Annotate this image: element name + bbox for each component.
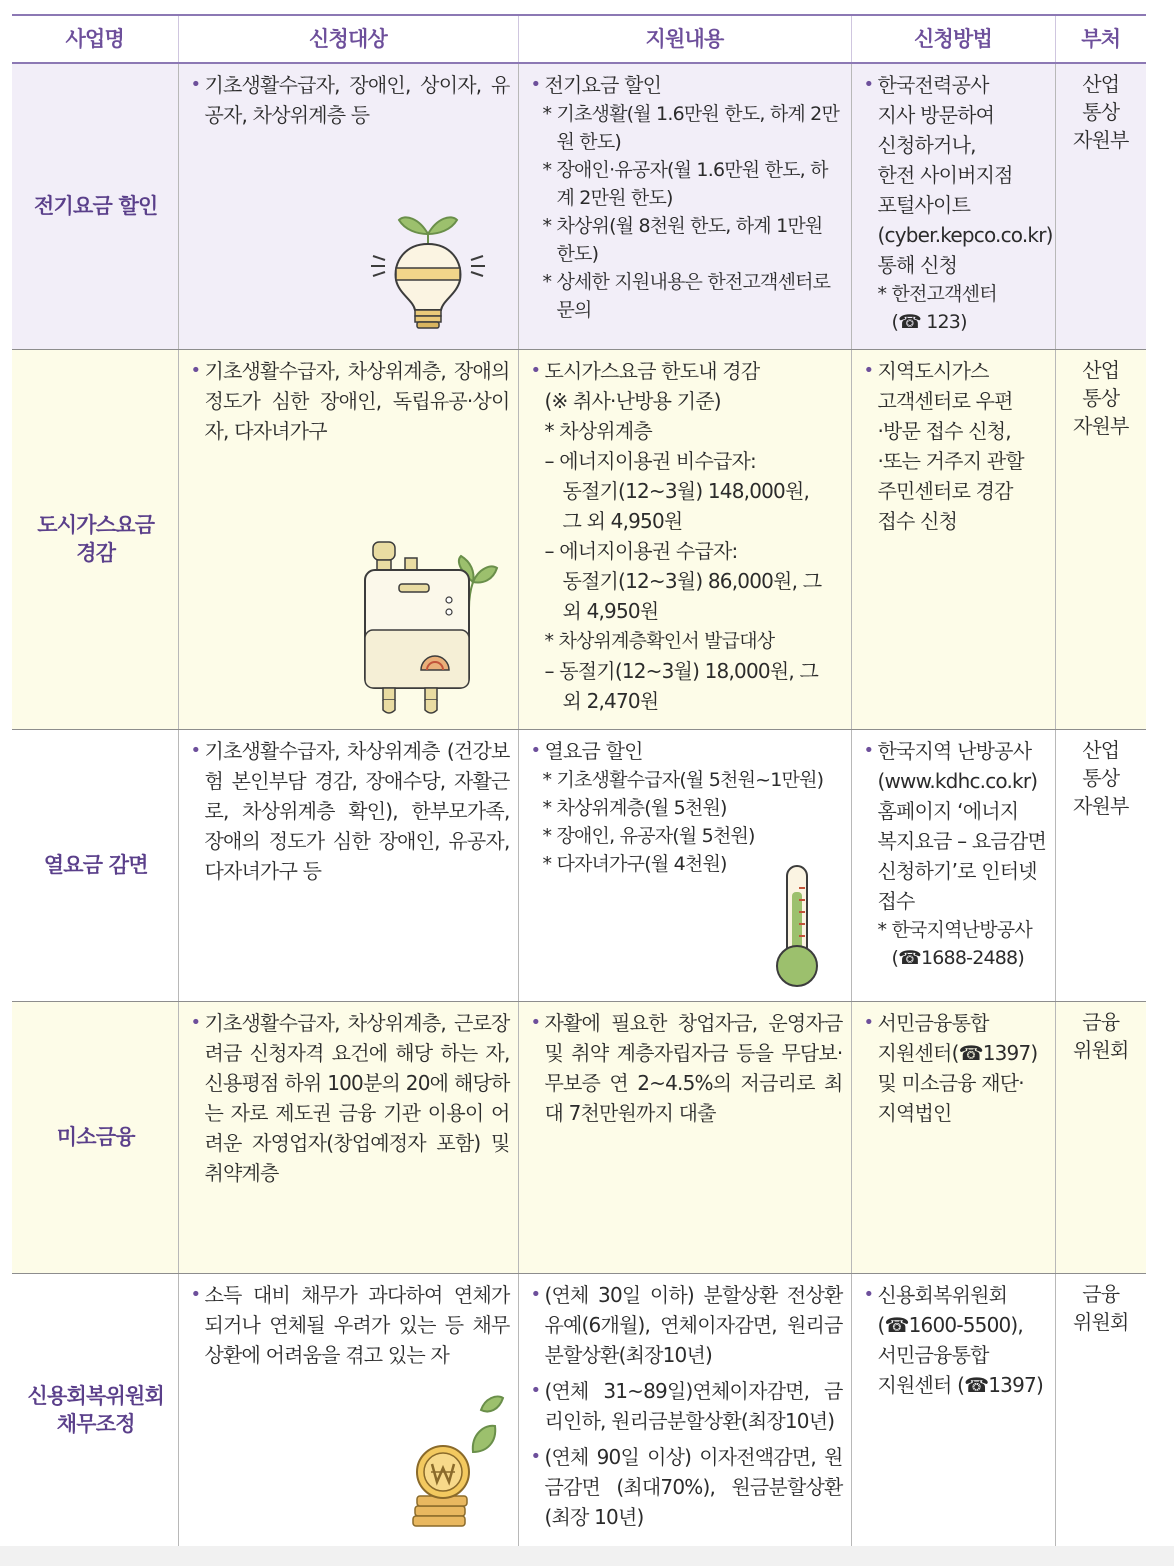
content-cell-debt-adjustment bbox=[518, 1273, 851, 1547]
method-cell-debt-adjustment bbox=[851, 1273, 1055, 1547]
method-line: • 한국지역 난방공사 bbox=[862, 736, 1047, 766]
content-item: * 기초생활(월 1.6만원 한도, 하계 2만원 한도) bbox=[542, 103, 840, 153]
program-name-line: 신용회복위원회 bbox=[27, 1384, 164, 1408]
target-text: • 기초생활수급자, 차상위계층, 장애의 정도가 심한 장애인, 독립유공·상이자, 다자녀가구 bbox=[189, 356, 510, 446]
content-line: * 차상위계층 bbox=[544, 418, 652, 443]
content-line: – 에너지이용권 수급자: bbox=[544, 538, 738, 563]
method-line: 및 미소금융 재단· bbox=[877, 1070, 1024, 1095]
method-line: ·방문 접수 신청, bbox=[877, 418, 1011, 443]
content-item: • (연체 30일 이하) 분할상환 전상환유예(6개월), 연체이자감면, 원리금분할상환(최장10년) bbox=[529, 1280, 843, 1370]
lightbulb-sprout-icon bbox=[369, 204, 487, 334]
department-line: 위원회 bbox=[1072, 1309, 1129, 1334]
content-item: * 장애인, 유공자(월 5천원) bbox=[542, 824, 755, 847]
page-bottom-strip bbox=[0, 1546, 1174, 1566]
target-cell-microfinance bbox=[178, 1001, 518, 1273]
method-line: (☎1600-5500), bbox=[877, 1312, 1023, 1337]
content-line: 동절기(12~3월) 86,000원, 그 bbox=[562, 568, 822, 593]
content-line: 동절기(12~3월) 148,000원, bbox=[562, 478, 810, 503]
content-line: * 차상위계층확인서 발급대상 bbox=[544, 629, 775, 652]
content-cell-microfinance bbox=[518, 1001, 851, 1273]
method-note-phone: (☎1688-2488) bbox=[891, 946, 1024, 969]
department-line: 산업 bbox=[1082, 72, 1120, 96]
content-cell-heat bbox=[518, 729, 851, 1001]
header-department: 부처 bbox=[1055, 15, 1146, 63]
target-cell-heat bbox=[178, 729, 518, 1001]
method-line: (cyber.kepco.co.kr) bbox=[877, 223, 1053, 247]
method-line: 고객센터로 우편 bbox=[877, 388, 1013, 413]
method-line: 접수 신청 bbox=[877, 508, 958, 533]
method-line: 홈페이지 ‘에너지 bbox=[877, 798, 1019, 823]
method-line: 복지요금 – 요금감면 bbox=[877, 828, 1046, 853]
department-cell-heat bbox=[1055, 729, 1146, 1001]
department-cell-electricity bbox=[1055, 63, 1146, 349]
content-cell-city-gas bbox=[518, 349, 851, 729]
department-line: 위원회 bbox=[1072, 1037, 1129, 1062]
support-table-wrapper bbox=[12, 14, 1146, 1548]
program-name-line: 채무조정 bbox=[56, 1412, 135, 1436]
header-method: 신청방법 bbox=[851, 15, 1055, 63]
program-name-heat: 열요금 감면 bbox=[12, 729, 178, 1001]
header-content: 지원내용 bbox=[518, 15, 851, 63]
target-text: • 기초생활수급자, 차상위계층 (건강보험 본인부담 경감, 장애수당, 자활근로, 차상위계층 확인), 한부모가족, 장애의 정도가 심한 장애인, 유공자, 다자녀가구 등 bbox=[189, 736, 510, 886]
method-line: • 신용회복위원회 bbox=[862, 1280, 1047, 1310]
table-row-electricity bbox=[12, 63, 1146, 349]
table-row-debt-adjustment bbox=[12, 1273, 1146, 1547]
department-line: 금융 bbox=[1082, 1281, 1120, 1306]
method-line: ·또는 거주지 관할 bbox=[877, 448, 1024, 473]
target-text: • 기초생활수급자, 차상위계층, 근로장려금 신청자격 요건에 해당 하는 자, 신용평점 하위 100분의 20에 해당하는 자로 제도권 금융 기관 이용이 어려운 자영업자(창업예정자 포함) 및 취약계층 bbox=[189, 1008, 510, 1188]
program-name-line: 도시가스요금 bbox=[37, 513, 155, 537]
content-text: • 자활에 필요한 창업자금, 운영자금 및 취약 계층자립자금 등을 무담보·무보증 연 2~4.5%의 저금리로 최대 7천만원까지 대출 bbox=[529, 1008, 843, 1128]
support-programs-table bbox=[12, 14, 1146, 1548]
department-cell-city-gas bbox=[1055, 349, 1146, 729]
method-line: • 서민금융통합 bbox=[862, 1008, 1047, 1038]
program-name-line: 경감 bbox=[76, 541, 116, 565]
method-note: * 한전고객센터 bbox=[877, 283, 997, 305]
thermometer-icon bbox=[769, 862, 825, 990]
method-note: * 한국지역난방공사 bbox=[877, 918, 1032, 941]
department-line: 산업 bbox=[1082, 357, 1120, 382]
method-line: • 한국전력공사 bbox=[862, 70, 1047, 100]
content-item: * 기초생활수급자(월 5천원~1만원) bbox=[542, 768, 824, 791]
method-line: 포털사이트 bbox=[877, 193, 971, 217]
content-item: * 상세한 지원내용은 한전고객센터로 문의 bbox=[542, 271, 831, 321]
department-line: 자원부 bbox=[1072, 793, 1129, 818]
table-header-row bbox=[12, 15, 1146, 63]
method-line: 통해 신청 bbox=[877, 253, 958, 277]
method-line: (www.kdhc.co.kr) bbox=[877, 768, 1038, 793]
department-line: 자원부 bbox=[1072, 413, 1129, 438]
target-text: • 기초생활수급자, 장애인, 상이자, 유공자, 차상위계층 등 bbox=[189, 70, 510, 130]
method-line: 신청하거나, bbox=[877, 133, 976, 157]
content-item: * 차상위계층(월 5천원) bbox=[542, 796, 727, 819]
department-line: 통상 bbox=[1082, 385, 1120, 410]
method-line: 지사 방문하여 bbox=[877, 103, 995, 127]
content-heading: • 전기요금 할인 bbox=[529, 70, 843, 100]
content-line: 그 외 4,950원 bbox=[562, 508, 683, 533]
target-cell-debt-adjustment bbox=[178, 1273, 518, 1547]
content-item: • (연체 31~89일)연체이자감면, 금리인하, 원리금분할상환(최장10년) bbox=[529, 1376, 843, 1436]
method-line: 지원센터 (☎1397) bbox=[877, 1372, 1043, 1397]
method-cell-electricity bbox=[851, 63, 1055, 349]
department-line: 통상 bbox=[1082, 100, 1120, 124]
content-cell-electricity bbox=[518, 63, 851, 349]
department-cell-microfinance bbox=[1055, 1001, 1146, 1273]
content-line: – 에너지이용권 비수급자: bbox=[544, 448, 756, 473]
method-line: 주민센터로 경감 bbox=[877, 478, 1013, 503]
method-line: 한전 사이버지점 bbox=[877, 163, 1013, 187]
method-cell-microfinance bbox=[851, 1001, 1055, 1273]
content-item: • (연체 90일 이상) 이자전액감면, 원금감면 (최대70%), 원금분할상환(최장 10년) bbox=[529, 1442, 843, 1532]
department-line: 통상 bbox=[1082, 765, 1120, 790]
content-heading: • 도시가스요금 한도내 경감 bbox=[529, 356, 843, 386]
content-line: – 동절기(12~3월) 18,000원, 그 bbox=[544, 658, 818, 683]
content-line: (※ 취사·난방용 기준) bbox=[544, 388, 721, 413]
won-coin-sprout-icon bbox=[401, 1388, 511, 1538]
department-line: 금융 bbox=[1082, 1009, 1120, 1034]
table-row-heat bbox=[12, 729, 1146, 1001]
content-item: * 장애인·유공자(월 1.6만원 한도, 하계 2만원 한도) bbox=[542, 159, 828, 209]
method-cell-city-gas bbox=[851, 349, 1055, 729]
program-name-debt-adjustment bbox=[12, 1273, 178, 1547]
method-line: 신청하기’로 인터넷 bbox=[877, 858, 1037, 883]
method-line: 지원센터(☎1397) bbox=[877, 1040, 1038, 1065]
content-item: * 다자녀가구(월 4천원) bbox=[542, 852, 727, 875]
content-item: * 차상위(월 8천원 한도, 하계 1만원 한도) bbox=[542, 215, 823, 265]
program-name-microfinance: 미소금융 bbox=[12, 1001, 178, 1273]
method-line: 접수 bbox=[877, 888, 915, 913]
target-text: • 소득 대비 채무가 과다하여 연체가 되거나 연체될 우려가 있는 등 채무상환에 어려움을 겪고 있는 자 bbox=[189, 1280, 510, 1370]
gas-boiler-icon bbox=[361, 538, 501, 718]
header-program-name: 사업명 bbox=[12, 15, 178, 63]
target-cell-electricity bbox=[178, 63, 518, 349]
table-row-city-gas bbox=[12, 349, 1146, 729]
table-row-microfinance bbox=[12, 1001, 1146, 1273]
content-heading: • 열요금 할인 bbox=[529, 736, 843, 766]
method-line: • 지역도시가스 bbox=[862, 356, 1047, 386]
content-line: 외 2,470원 bbox=[562, 688, 659, 713]
department-line: 자원부 bbox=[1072, 128, 1129, 152]
method-note-phone: (☎ 123) bbox=[891, 311, 967, 333]
header-target: 신청대상 bbox=[178, 15, 518, 63]
method-cell-heat bbox=[851, 729, 1055, 1001]
method-line: 서민금융통합 bbox=[877, 1342, 989, 1367]
program-name-electricity: 전기요금 할인 bbox=[12, 63, 178, 349]
department-cell-debt-adjustment bbox=[1055, 1273, 1146, 1547]
target-cell-city-gas bbox=[178, 349, 518, 729]
content-line: 외 4,950원 bbox=[562, 598, 659, 623]
program-name-city-gas bbox=[12, 349, 178, 729]
method-line: 지역법인 bbox=[877, 1100, 952, 1125]
department-line: 산업 bbox=[1082, 737, 1120, 762]
